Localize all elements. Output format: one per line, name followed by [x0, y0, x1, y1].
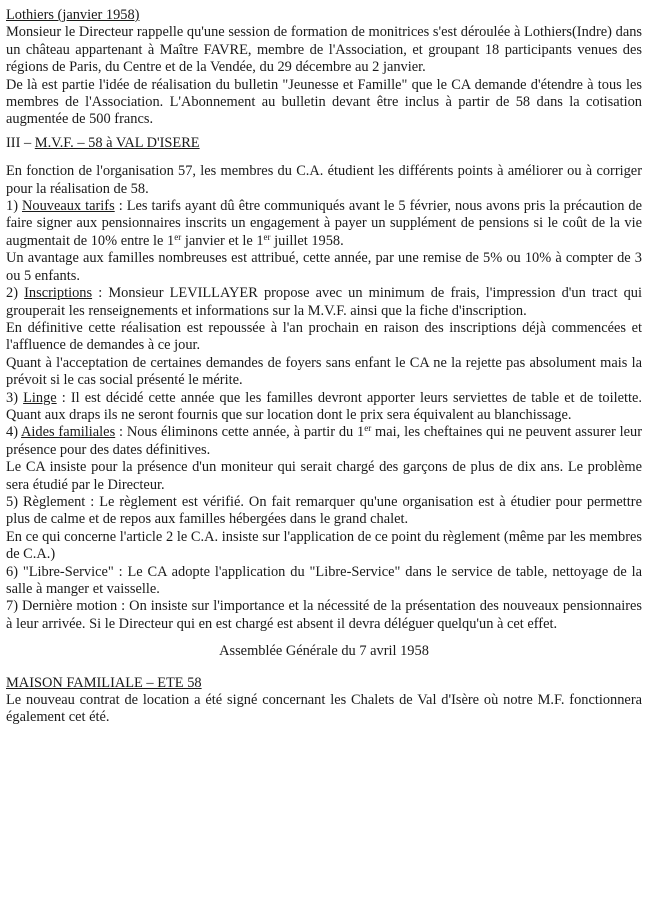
paragraph-inscriptions-foyers: Quant à l'acceptation de certaines demandes de foyers sans enfant le CA ne la rejette pas absolument mais la prévoit si le cas social présenté le mérite. — [6, 354, 642, 389]
assemblee-generale-heading: Assemblée Générale du 7 avril 1958 — [219, 643, 429, 660]
paragraph-maison-familiale: Le nouveau contrat de location a été signé concernant les Chalets de Val d'Isère où notre M.F. fonctionnera également cet été. — [6, 692, 642, 726]
section-title-maison-familiale-text: MAISON FAMILIALE – ETE 58 — [6, 674, 202, 691]
paragraph-reglement: 5) Règlement : Le règlement est vérifié. On fait remarquer qu'une organisation est à étudier pour permettre plus de calme et de repos aux familles hébergées dans le grand chalet. — [6, 493, 642, 528]
label-nouveaux-tarifs: Nouveaux tarifs — [21, 198, 115, 215]
section-title-maison-familiale — [6, 675, 642, 692]
paragraph-derniere-motion: 7) Dernière motion : On insiste sur l'importance et la nécessité de la présentation des nouveaux pensionnaires à leur arrivée. Si le Directeur qui en est chargé est absent il devra déléguer quelqu'un à cet effet. — [6, 598, 642, 632]
section-title-mvf: M.V.F. – 58 à VAL D'ISERE — [34, 134, 200, 151]
paragraph-nouveaux-tarifs: 1) Nouveaux tarifs : Les tarifs ayant dû être communiqués avant le 5 février, nous avons pris la précaution de faire signer aux pensionnaires inscrits un engagement à payer un supplément de pensions si le coût de la vie augmentait de 10% entre le 1er janvier et le 1er juillet 1958. — [6, 198, 642, 249]
paragraph-inscriptions: 2) Inscriptions : Monsieur LEVILLAYER propose avec un minimum de frais, l'impression d'un tract qui grouperait les renseignements et informations sur la M.V.F. ainsi que la fiche d'inscription. — [6, 285, 642, 319]
paragraph-linge: 3) Linge : Il est décidé cette année que les familles devront apporter leurs serviettes de table et de toilette. Quant aux draps ils ne seront fournis que sur location dont le prix sera équivalent au blanchissage. — [6, 389, 642, 423]
section-title-lothiers-text: Lothiers (janvier 1958) — [6, 7, 140, 23]
paragraph-lothiers-session: Monsieur le Directeur rappelle qu'une session de formation de monitrices s'est déroulée à Lothiers(Indre) dans un château appartenant à Maître FAVRE, membre de l'Association, et groupant 18 participants venues des régions de Paris, du Centre et de la Vendée, du 29 décembre au 2 janvier. — [6, 24, 642, 76]
paragraph-libre-service: 6) "Libre-Service" : Le CA adopte l'application du "Libre-Service" dans le service de table, nettoyage de la salle à manger et vaisselle. — [6, 563, 642, 597]
paragraph-aides-familiales: 4) Aides familiales : Nous éliminons cette année, à partir du 1er mai, les cheftaines qui ne peuvent assurer leur présence pour des dates définitives. — [6, 423, 643, 458]
paragraph-lothiers-bulletin: De là est partie l'idée de réalisation du bulletin "Jeunesse et Famille" que le CA demande d'étendre à tous les membres de l'Association. L'Abonnement au bulletin devant être inclus à partir de 58 dans la cotisation augmentée de 500 francs. — [6, 76, 642, 128]
section-number: III – — [6, 134, 35, 151]
section-heading-mvf — [6, 135, 642, 152]
paragraph-mvf-intro: En fonction de l'organisation 57, les membres du C.A. étudient les différents points à améliorer ou à corriger pour la réalisation de 58. — [6, 163, 642, 197]
label-aides-familiales: Aides familiales — [21, 424, 116, 441]
label-inscriptions: Inscriptions — [24, 285, 93, 302]
label-linge: Linge — [23, 389, 57, 406]
section-title-lothiers — [6, 7, 642, 24]
paragraph-inscriptions-report: En définitive cette réalisation est repoussée à l'an prochain en raison des inscriptions déjà commencées et l'affluence de demandes à ce jour. — [6, 319, 642, 354]
paragraph-moniteur: Le CA insiste pour la présence d'un moniteur qui serait chargé des garçons de plus de dix ans. Le problème sera étudié par le Directeur. — [6, 459, 642, 493]
paragraph-article-2: En ce qui concerne l'article 2 le C.A. insiste sur l'application de ce point du règlement (même par les membres de C.A.) — [6, 528, 642, 563]
paragraph-familles-nombreuses: Un avantage aux familles nombreuses est attribué, cette année, par une remise de 5% ou 10% à compter de 3 ou 5 enfants. — [6, 250, 642, 284]
